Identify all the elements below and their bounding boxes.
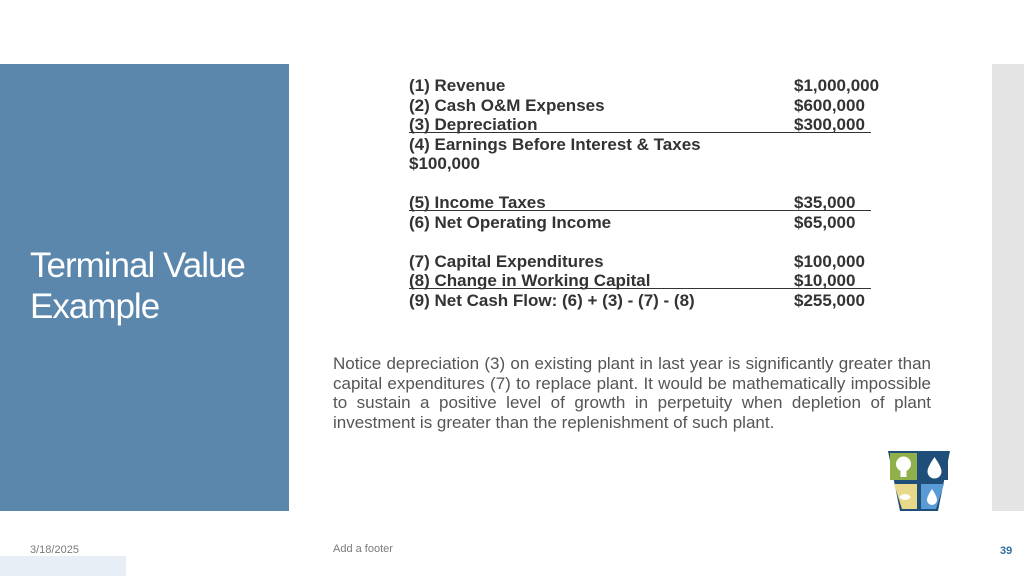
line-amount: $600,000	[794, 95, 865, 115]
slide-title: Terminal Value Example	[30, 246, 245, 326]
line-label: (2) Cash O&M Expenses	[409, 95, 605, 115]
line-amount: $10,000	[794, 271, 856, 290]
line-label: (5) Income Taxes	[409, 193, 546, 212]
bottom-accent-bar	[0, 556, 126, 576]
line-label: (9) Net Cash Flow: (6) + (3) - (7) - (8)	[409, 290, 695, 310]
explanatory-note: Notice depreciation (3) on existing plant in last year is significantly greater than capital expenditures (7) to replace plant. It would be mathematically impossible to sustain a positive level of growth in perpetuity when depletion of plant investment is greater than the replenishment of such plant.	[333, 354, 931, 432]
line-amount: $300,000	[794, 115, 865, 134]
calculation-table	[409, 76, 889, 310]
line-amount: $255,000	[794, 290, 865, 310]
utility-logo-icon	[888, 451, 950, 511]
line-ebit	[409, 135, 889, 155]
line-amount: $1,000,000	[794, 76, 880, 95]
right-accent-strip	[992, 64, 1024, 511]
line-amount: $65,000	[794, 212, 856, 232]
line-label: (4) Earnings Before Interest & Taxes	[409, 134, 701, 154]
line-label: (7) Capital Expenditures	[409, 251, 604, 271]
footer-date: 3/18/2025	[30, 544, 79, 556]
line-label: (8) Change in Working Capital	[409, 271, 651, 290]
line-label: (1) Revenue	[409, 76, 506, 95]
line-depreciation	[409, 115, 889, 135]
line-ebit-amount	[409, 154, 889, 174]
footer-text: Add a footer	[333, 543, 393, 555]
line-revenue	[409, 76, 889, 96]
line-net-cash-flow	[409, 291, 889, 311]
line-label: (3) Depreciation	[409, 115, 538, 134]
page-number: 39	[1000, 545, 1013, 557]
line-income-taxes	[409, 193, 889, 213]
line-amount: $35,000	[794, 193, 856, 212]
line-capital-expenditures	[409, 252, 889, 272]
line-label: (6) Net Operating Income	[409, 212, 612, 232]
line-label: $100,000	[409, 154, 480, 173]
line-change-working-capital	[409, 271, 889, 291]
line-amount: $100,000	[794, 251, 865, 271]
line-net-operating-income	[409, 213, 889, 233]
line-cash-om-expenses	[409, 96, 889, 116]
